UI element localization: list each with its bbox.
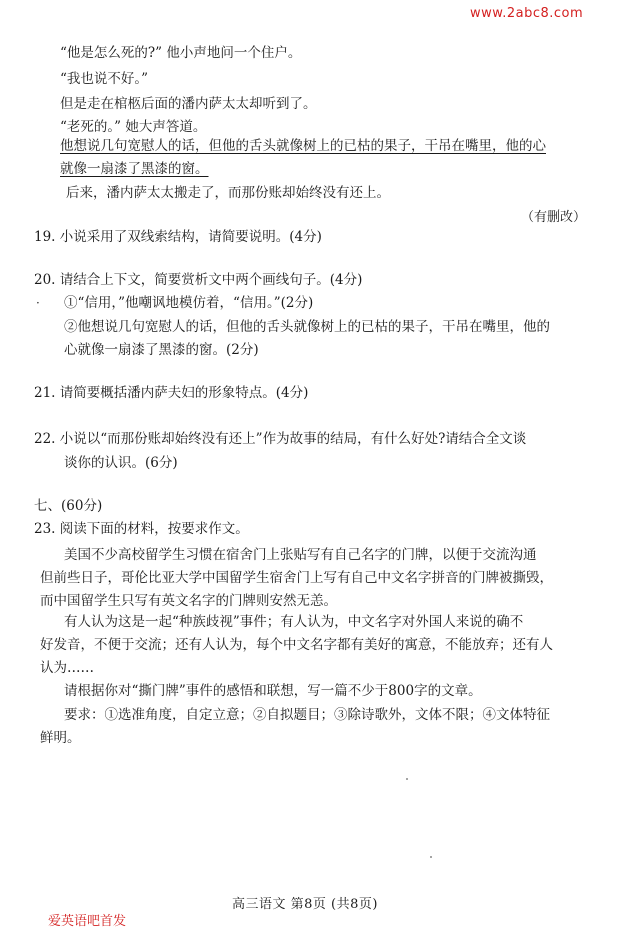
material-line: 但前些日子，哥伦比亚大学中国留学生宿舍门上写有自己中文名字拼音的门牌被撕毁，	[40, 570, 553, 586]
question-20-part-1: ①“信用，”他嘲讽地模仿着，“信用。”(2分)	[64, 295, 314, 311]
watermark-bottom: 爱英语吧首发	[48, 914, 127, 929]
question-20: 20. 请结合上下文，简要赏析文中两个画线句子。(4分)	[34, 272, 363, 288]
question-22-cont: 谈你的认识。(6分)	[64, 455, 178, 471]
underlined-sentence: 就像一扇漆了黑漆的窗。	[60, 161, 209, 177]
page-footer: 高三语文 第8页 (共8页)	[232, 897, 378, 912]
material-line: 有人认为这是一起“种族歧视”事件；有人认为，中文名字对外国人来说的确不	[64, 614, 524, 630]
section-heading: 七、(60分)	[34, 498, 103, 514]
material-line: 好发音，不便于交流；还有人认为，每个中文名字都有美好的寓意，不能放弃；还有人	[40, 637, 553, 653]
material-line: 而中国留学生只写有英文名字的门牌则安然无恙。	[40, 593, 337, 609]
question-20-part-2-cont: 心就像一扇漆了黑漆的窗。(2分)	[64, 342, 259, 358]
scan-speck	[406, 778, 408, 780]
question-21: 21. 请简要概括潘内萨夫妇的形象特点。(4分)	[34, 385, 309, 401]
story-line: “老死的。” 她大声答道。	[60, 119, 207, 135]
material-line: 美国不少高校留学生习惯在宿舍门上张贴写有自己名字的门牌，以便于交流沟通	[64, 547, 537, 563]
story-line: 后来，潘内萨太太搬走了，而那份账却始终没有还上。	[66, 185, 390, 201]
question-22: 22. 小说以“而那份账却始终没有还上”作为故事的结局，有什么好处?请结合全文谈	[34, 431, 527, 447]
story-line: “他是怎么死的?” 他小声地问一个住户。	[60, 45, 302, 61]
scan-speck	[430, 856, 432, 858]
note-abridged: （有删改）	[520, 210, 586, 225]
requirements-cont: 鲜明。	[40, 730, 81, 746]
watermark-top: www.2abc8.com	[470, 6, 584, 21]
story-line: 但是走在棺柩后面的潘内萨太太却听到了。	[60, 96, 317, 112]
material-line: 认为……	[40, 660, 94, 676]
question-23: 23. 阅读下面的材料，按要求作文。	[34, 521, 249, 537]
stray-mark: ·	[36, 296, 40, 310]
requirements: 要求：①选准角度，自定立意；②自拟题目；③除诗歌外，文体不限；④文体特征	[64, 707, 550, 723]
question-19: 19. 小说采用了双线索结构，请简要说明。(4分)	[34, 229, 322, 245]
story-line: “我也说不好。”	[60, 71, 149, 87]
question-20-part-2: ②他想说几句宽慰人的话，但他的舌头就像树上的已枯的果子，干吊在嘴里，他的	[64, 319, 550, 335]
underlined-sentence: 他想说几句宽慰人的话，但他的舌头就像树上的已枯的果子，干吊在嘴里，他的心	[60, 138, 546, 154]
writing-prompt: 请根据你对“撕门牌”事件的感悟和联想，写一篇不少于800字的文章。	[64, 683, 482, 699]
